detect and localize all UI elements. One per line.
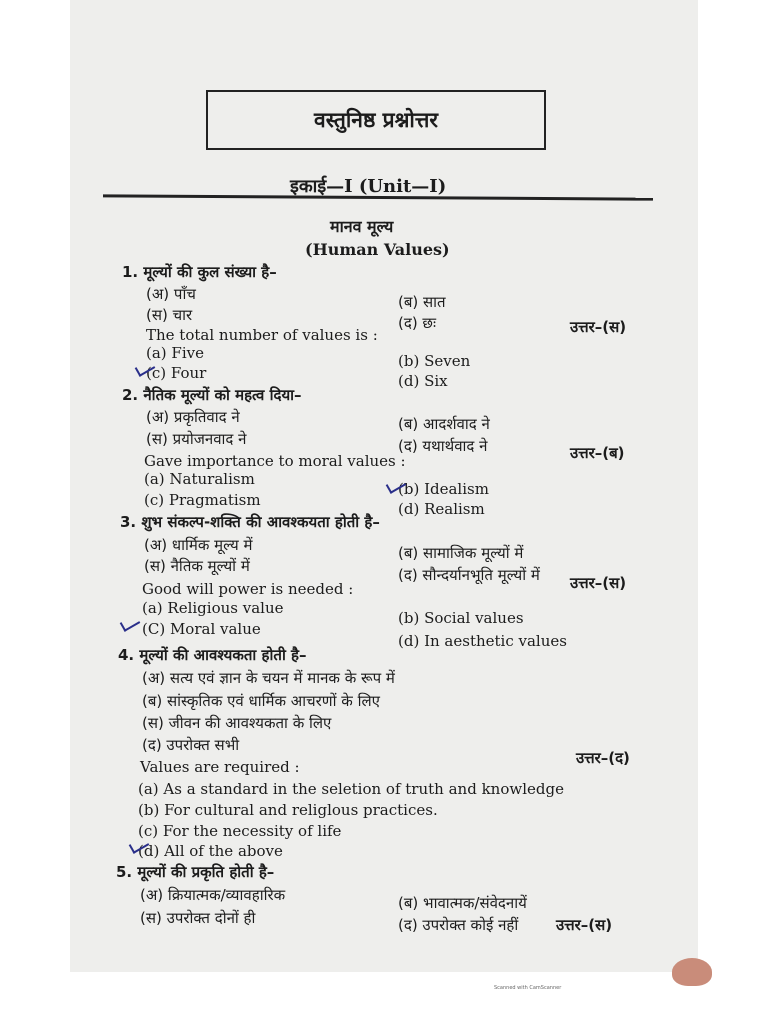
scanner-watermark: Scanned with CamScanner	[494, 985, 562, 991]
q2-option-c-hi: (स) प्रयोजनवाद ने	[146, 430, 247, 448]
q1-answer: उत्तर–(स)	[570, 318, 627, 336]
q4-option-c-hi: (स) जीवन की आवश्यकता के लिए	[142, 714, 332, 732]
question-2-hindi: 2. नैतिक मूल्यों को महत्व दिया–	[122, 386, 302, 404]
q4-option-b-hi: (ब) सांस्कृतिक एवं धार्मिक आचरणों के लिए	[142, 692, 380, 710]
unit-heading: इकाई—I (Unit—I)	[290, 176, 447, 197]
q1-option-a-en: (a) Five	[146, 344, 204, 362]
q3-option-a-en: (a) Religious value	[142, 599, 284, 617]
q5-option-c-hi: (स) उपरोक्त दोनों ही	[140, 909, 256, 927]
q3-option-c-hi: (स) नैतिक मूल्यों में	[144, 557, 250, 575]
q4-option-a-hi: (अ) सत्य एवं ज्ञान के चयन में मानक के रूप में	[142, 669, 395, 687]
q2-option-a-en: (a) Naturalism	[144, 470, 255, 488]
page-title: वस्तुनिष्ठ प्रश्नोत्तर	[206, 90, 546, 150]
q2-option-b-en: (b) Idealism	[398, 480, 489, 498]
q4-option-d-hi: (द) उपरोक्त सभी	[142, 736, 240, 754]
q5-answer: उत्तर–(स)	[556, 916, 613, 934]
q1-option-b-hi: (ब) सात	[398, 293, 446, 311]
q1-option-c-en: (c) Four	[146, 364, 207, 382]
question-3-hindi: 3. शुभ संकल्प-शक्ति की आवश्कयता होती है–	[120, 513, 380, 531]
q1-option-c-hi: (स) चार	[146, 306, 193, 324]
q4-option-c-en: (c) For the necessity of life	[138, 822, 342, 840]
q4-option-d-en: (d) All of the above	[138, 842, 283, 860]
q1-option-d-en: (d) Six	[398, 372, 448, 390]
q4-option-b-en: (b) For cultural and religlous practices.	[138, 801, 438, 819]
question-3-english: Good will power is needed :	[142, 580, 354, 598]
q5-option-d-hi: (द) उपरोक्त कोई नहीं	[398, 916, 519, 934]
q3-option-d-en: (d) In aesthetic values	[398, 632, 567, 650]
q4-answer: उत्तर–(द)	[576, 749, 630, 767]
q1-option-a-hi: (अ) पाँच	[146, 285, 196, 303]
question-1-hindi: 1. मूल्यों की कुल संख्या है–	[122, 263, 277, 281]
q5-option-b-hi: (ब) भावात्मक/संवेदनायें	[398, 894, 527, 912]
q3-option-b-hi: (ब) सामाजिक मूल्यों में	[398, 544, 524, 562]
q2-answer: उत्तर–(ब)	[570, 444, 625, 462]
question-4-hindi: 4. मूल्यों की आवश्यकता होती है–	[118, 646, 307, 664]
question-2-english: Gave importance to moral values :	[144, 452, 406, 470]
q2-option-d-en: (d) Realism	[398, 500, 485, 518]
q2-option-b-hi: (ब) आदर्शवाद ने	[398, 415, 490, 433]
q2-option-c-en: (c) Pragmatism	[144, 491, 261, 509]
section-title-english: (Human Values)	[305, 240, 450, 259]
q3-option-b-en: (b) Social values	[398, 609, 524, 627]
thumb-edge	[672, 958, 712, 986]
question-4-english: Values are required :	[140, 758, 300, 776]
q5-option-a-hi: (अ) क्रियात्मक/व्यावहारिक	[140, 886, 286, 904]
q3-option-d-hi: (द) सौन्दर्यानभूति मूल्यों में	[398, 566, 540, 584]
q3-option-a-hi: (अ) धार्मिक मूल्य में	[144, 536, 253, 554]
q1-option-b-en: (b) Seven	[398, 352, 471, 370]
q1-option-d-hi: (द) छः	[398, 314, 436, 332]
q2-option-d-hi: (द) यथार्थवाद ने	[398, 437, 488, 455]
q3-answer: उत्तर–(स)	[570, 574, 627, 592]
q4-option-a-en: (a) As a standard in the seletion of truth and knowledge	[138, 780, 564, 798]
section-title-hindi: मानव मूल्य	[330, 217, 394, 236]
q3-option-c-en: (C) Moral value	[142, 620, 261, 638]
question-1-english: The total number of values is :	[146, 326, 378, 344]
q2-option-a-hi: (अ) प्रकृतिवाद ने	[146, 408, 240, 426]
question-5-hindi: 5. मूल्यों की प्रकृति होती है–	[116, 863, 275, 881]
